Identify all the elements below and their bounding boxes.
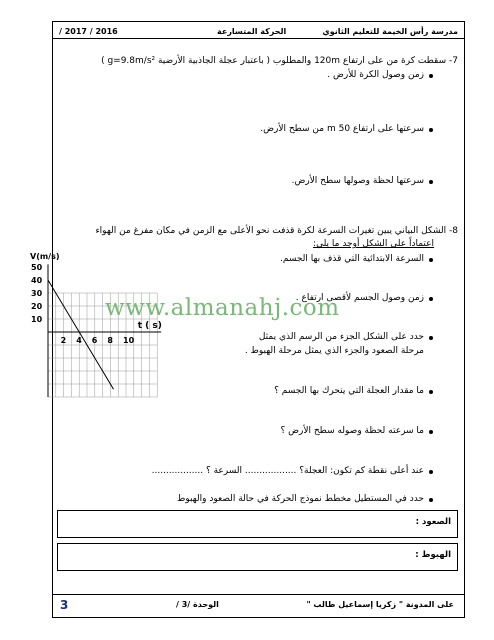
page-number: 3	[60, 598, 69, 612]
q7-item-3: سرعتها لحظة وصولها سطح الأرض.	[291, 176, 424, 186]
bullet	[429, 470, 433, 474]
q8-item-2: زمن وصول الجسم لأقصى ارتفاع .	[295, 293, 424, 303]
bullet	[429, 430, 433, 434]
bullet	[429, 128, 433, 132]
q7-item-1: زمن وصول الكرة للأرض .	[327, 70, 424, 80]
descent-box[interactable]	[57, 543, 458, 571]
watermark: www.almanahj.com	[105, 295, 340, 321]
x-tick-label: 4	[76, 336, 82, 345]
footer-text: على المدونة " زكريا إسماعيل طالب "	[306, 600, 454, 609]
y-tick-label: 30	[31, 289, 43, 298]
y-tick-label: 50	[31, 263, 43, 272]
q8-item-5: ما سرعته لحظة وصوله سطح الأرض ؟	[280, 426, 424, 436]
bullet	[429, 297, 433, 301]
footer-divider	[52, 594, 464, 595]
q7-title: 7- سقطت كرة من على ارتفاع 120m والمطلوب ( باعتبار عجلة الجاذبية الأرضية g=9.8m/s² )	[101, 56, 458, 66]
x-tick-label: 10	[123, 336, 135, 345]
q8-item-4: ما مقدار العجلة التي يتحرك بها الجسم ؟	[274, 386, 424, 396]
x-axis-label: t ( s)	[137, 321, 162, 331]
q7-item-2: سرعتها على ارتفاع 50 m من سطح الأرض.	[260, 124, 424, 134]
x-tick-labels	[61, 336, 135, 345]
bullet	[429, 390, 433, 394]
y-tick-label: 40	[31, 276, 43, 285]
header	[57, 22, 460, 38]
velocity-line	[48, 280, 114, 389]
q8-line-2: اعتماداً على الشكل أوجد ما يلي:	[313, 239, 434, 249]
ascent-box[interactable]	[57, 510, 458, 538]
x-tick-label: 6	[91, 336, 98, 345]
x-tick-label: 2	[60, 336, 67, 345]
bullet	[429, 336, 433, 340]
x-tick-label: 8	[107, 336, 113, 345]
bullet	[429, 180, 433, 184]
footer-unit: الوحدة /3 /	[176, 600, 219, 609]
q8-item-7: حدد في المستطيل مخطط نموذج الحركة في حالة الصعود والهبوط	[177, 494, 424, 504]
descent-label: الهبوط :	[415, 550, 451, 560]
school-year: / 2017 / 2016	[59, 27, 118, 36]
y-tick-label: 20	[31, 302, 43, 311]
q8-item-3: حدد على الشكل الجزء من الرسم الذي يمثل	[258, 332, 424, 342]
school-name: مدرسة رأس الخيمة للتعليم الثانوي	[322, 27, 458, 36]
bullet	[429, 258, 433, 262]
q8-item-3-cont: مرحلة الصعود والجزء الذي يمثل مرحلة الهبوط .	[244, 346, 424, 356]
subject-title: الحركة المتسارعة	[217, 27, 287, 36]
y-tick-label: 10	[31, 315, 43, 324]
bullet	[429, 498, 433, 502]
y-tick-labels	[31, 263, 43, 324]
q8-item-6: عند أعلى نقطة كم تكون: العجلة؟ .................. السرعة ؟ ..................	[151, 466, 424, 476]
q8-item-1: السرعة الابتدائية التي قذف بها الجسم.	[279, 254, 424, 264]
ascent-label: الصعود :	[415, 517, 451, 527]
y-axis-label: V(m/s)	[30, 252, 60, 262]
q8-line-1: 8- الشكل البياني يبين تغيرات السرعة لكرة قذفت نحو الأعلى مع الزمن في مكان مفرغ من الهواء	[95, 226, 458, 236]
bullet	[429, 74, 433, 78]
header-divider	[52, 38, 464, 39]
